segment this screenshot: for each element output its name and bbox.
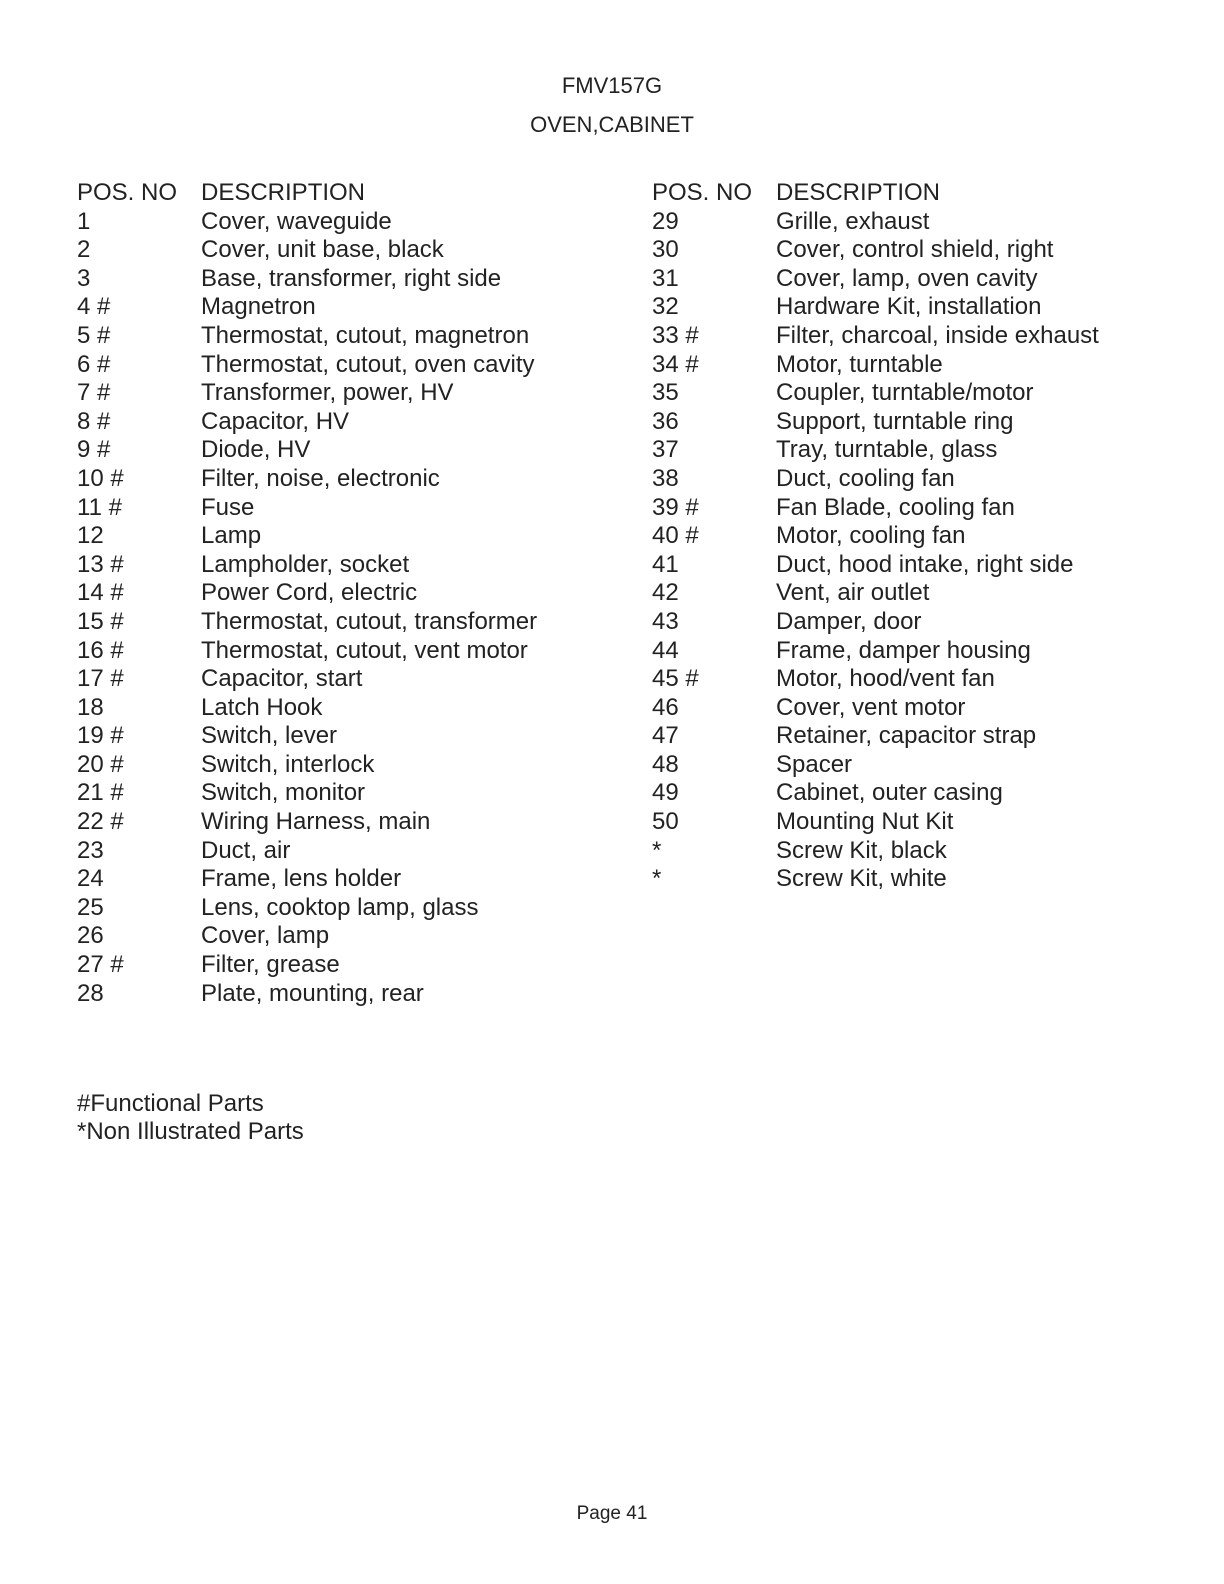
part-row [652, 494, 1172, 523]
part-row [77, 293, 617, 322]
part-description: Duct, hood intake, right side [776, 550, 1074, 578]
part-row [77, 694, 617, 723]
part-pos-no: 22 # [77, 808, 124, 836]
part-pos-no: 14 # [77, 579, 124, 607]
part-description: Capacitor, start [201, 665, 363, 693]
part-pos-no: 23 [77, 836, 104, 864]
part-description: Damper, door [776, 607, 922, 635]
part-row [652, 722, 1172, 751]
part-pos-no: 10 # [77, 464, 124, 492]
part-pos-no: 45 # [652, 665, 699, 693]
part-pos-no: 2 [77, 236, 91, 264]
part-row [77, 951, 617, 980]
part-row [77, 637, 617, 666]
part-row [77, 265, 617, 294]
part-pos-no: 46 [652, 693, 679, 721]
part-description: Vent, air outlet [776, 579, 930, 607]
section-title: OVEN,CABINET [530, 112, 694, 137]
part-pos-no: 7 # [77, 379, 111, 407]
part-pos-no: 16 # [77, 636, 124, 664]
part-description: Motor, hood/vent fan [776, 665, 995, 693]
part-pos-no: 39 # [652, 493, 699, 521]
part-description: Cover, waveguide [201, 207, 392, 235]
part-pos-no: 38 [652, 464, 679, 492]
part-row [652, 665, 1172, 694]
part-pos-no: 20 # [77, 750, 124, 778]
parts-list-left [77, 179, 617, 1008]
part-pos-no: 36 [652, 407, 679, 435]
part-pos-no: 27 # [77, 951, 124, 979]
part-description: Capacitor, HV [201, 407, 350, 435]
part-row [77, 837, 617, 866]
part-description: Cover, vent motor [776, 693, 966, 721]
part-pos-no: 25 [77, 893, 104, 921]
part-description: Cabinet, outer casing [776, 779, 1003, 807]
part-description: Switch, interlock [201, 750, 375, 778]
column-header-row [652, 179, 1172, 208]
part-description: Spacer [776, 750, 853, 778]
part-description: Mounting Nut Kit [776, 808, 954, 836]
part-row [652, 865, 1172, 894]
part-pos-no: 21 # [77, 779, 124, 807]
part-pos-no: 29 [652, 207, 679, 235]
part-pos-no: 18 [77, 693, 104, 721]
part-row [652, 579, 1172, 608]
part-description: Screw Kit, black [776, 836, 947, 864]
part-description: Grille, exhaust [776, 207, 930, 235]
part-description: Frame, lens holder [201, 865, 402, 893]
part-row [652, 265, 1172, 294]
part-pos-no: 32 [652, 293, 679, 321]
part-description: Motor, turntable [776, 350, 943, 378]
part-description: Transformer, power, HV [201, 379, 454, 407]
part-pos-no: 48 [652, 750, 679, 778]
description-header: DESCRIPTION [776, 179, 941, 206]
part-row [77, 322, 617, 351]
part-pos-no: 40 # [652, 522, 699, 550]
part-description: Thermostat, cutout, magnetron [201, 321, 530, 349]
part-description: Retainer, capacitor strap [776, 722, 1037, 750]
part-description: Thermostat, cutout, transformer [201, 607, 538, 635]
part-description: Plate, mounting, rear [201, 979, 424, 1007]
part-description: Duct, cooling fan [776, 464, 955, 492]
part-pos-no: * [652, 865, 662, 893]
part-row [652, 837, 1172, 866]
part-row [77, 551, 617, 580]
part-row [652, 637, 1172, 666]
part-description: Lampholder, socket [201, 550, 410, 578]
part-description: Cover, lamp [201, 922, 330, 950]
part-row [652, 608, 1172, 637]
part-description: Switch, lever [201, 722, 338, 750]
part-row [652, 808, 1172, 837]
part-row [77, 779, 617, 808]
part-description: Power Cord, electric [201, 579, 418, 607]
part-description: Fuse [201, 493, 255, 521]
part-description: Cover, lamp, oven cavity [776, 264, 1038, 292]
part-pos-no: 5 # [77, 321, 111, 349]
part-pos-no: 49 [652, 779, 679, 807]
part-row [77, 579, 617, 608]
part-pos-no: 6 # [77, 350, 111, 378]
part-row [652, 351, 1172, 380]
part-pos-no: 17 # [77, 665, 124, 693]
part-row [652, 465, 1172, 494]
part-row [77, 722, 617, 751]
part-description: Filter, grease [201, 951, 340, 979]
part-row [652, 522, 1172, 551]
model-number: FMV157G [561, 73, 663, 98]
part-description: Screw Kit, white [776, 865, 947, 893]
part-row [652, 694, 1172, 723]
pos-no-header: POS. NO [77, 179, 178, 206]
part-description: Base, transformer, right side [201, 264, 502, 292]
part-row [77, 980, 617, 1009]
part-row [77, 236, 617, 265]
parts-list-right [652, 179, 1172, 894]
part-row [77, 608, 617, 637]
part-description: Support, turntable ring [776, 407, 1014, 435]
part-description: Latch Hook [201, 693, 323, 721]
part-row [77, 665, 617, 694]
part-pos-no: 11 # [77, 493, 122, 521]
part-description: Wiring Harness, main [201, 808, 431, 836]
part-description: Cover, control shield, right [776, 236, 1054, 264]
part-row [652, 379, 1172, 408]
pos-no-header: POS. NO [652, 179, 753, 206]
part-pos-no: 33 # [652, 321, 699, 349]
part-pos-no: 47 [652, 722, 679, 750]
part-pos-no: 50 [652, 808, 679, 836]
part-pos-no: 13 # [77, 550, 124, 578]
part-description: Lens, cooktop lamp, glass [201, 893, 479, 921]
part-row [77, 208, 617, 237]
part-description: Coupler, turntable/motor [776, 379, 1034, 407]
part-row [652, 751, 1172, 780]
part-pos-no: 15 # [77, 607, 124, 635]
part-pos-no: 26 [77, 922, 104, 950]
part-description: Lamp [201, 522, 262, 550]
part-row [652, 208, 1172, 237]
part-description: Frame, damper housing [776, 636, 1031, 664]
part-row [77, 379, 617, 408]
part-row [652, 551, 1172, 580]
part-row [652, 779, 1172, 808]
part-row [77, 922, 617, 951]
part-description: Filter, charcoal, inside exhaust [776, 321, 1099, 349]
part-row [77, 351, 617, 380]
part-row [77, 865, 617, 894]
part-pos-no: 35 [652, 379, 679, 407]
part-row [652, 236, 1172, 265]
part-pos-no: * [652, 836, 662, 864]
part-pos-no: 30 [652, 236, 679, 264]
part-description: Filter, noise, electronic [201, 464, 440, 492]
part-pos-no: 9 # [77, 436, 111, 464]
part-row [77, 465, 617, 494]
legend-functional-parts: #Functional Parts [77, 1090, 264, 1117]
part-description: Cover, unit base, black [201, 236, 444, 264]
part-pos-no: 4 # [77, 293, 111, 321]
legend-non-illustrated-parts: *Non Illustrated Parts [77, 1118, 304, 1145]
page-number: Page 41 [576, 1503, 648, 1524]
legend [77, 1090, 304, 1146]
part-description: Diode, HV [201, 436, 311, 464]
part-row [77, 494, 617, 523]
part-row [77, 894, 617, 923]
part-pos-no: 43 [652, 607, 679, 635]
part-description: Hardware Kit, installation [776, 293, 1042, 321]
part-description: Thermostat, cutout, vent motor [201, 636, 528, 664]
part-row [77, 436, 617, 465]
part-pos-no: 42 [652, 579, 679, 607]
part-pos-no: 12 [77, 522, 104, 550]
part-description: Motor, cooling fan [776, 522, 966, 550]
part-description: Fan Blade, cooling fan [776, 493, 1015, 521]
part-description: Magnetron [201, 293, 316, 321]
part-pos-no: 37 [652, 436, 679, 464]
part-pos-no: 24 [77, 865, 104, 893]
part-pos-no: 44 [652, 636, 679, 664]
part-pos-no: 41 [652, 550, 679, 578]
part-pos-no: 8 # [77, 407, 111, 435]
part-description: Switch, monitor [201, 779, 366, 807]
part-row [77, 408, 617, 437]
part-pos-no: 19 # [77, 722, 124, 750]
part-row [77, 522, 617, 551]
part-row [77, 751, 617, 780]
part-pos-no: 28 [77, 979, 104, 1007]
part-pos-no: 1 [77, 207, 91, 235]
description-header: DESCRIPTION [201, 179, 366, 206]
part-description: Duct, air [201, 836, 291, 864]
part-row [652, 408, 1172, 437]
part-row [652, 436, 1172, 465]
part-description: Tray, turntable, glass [776, 436, 998, 464]
part-row [652, 322, 1172, 351]
part-row [77, 808, 617, 837]
part-pos-no: 3 [77, 264, 91, 292]
part-description: Thermostat, cutout, oven cavity [201, 350, 535, 378]
column-header-row [77, 179, 617, 208]
part-row [652, 293, 1172, 322]
part-pos-no: 34 # [652, 350, 699, 378]
part-pos-no: 31 [652, 264, 679, 292]
